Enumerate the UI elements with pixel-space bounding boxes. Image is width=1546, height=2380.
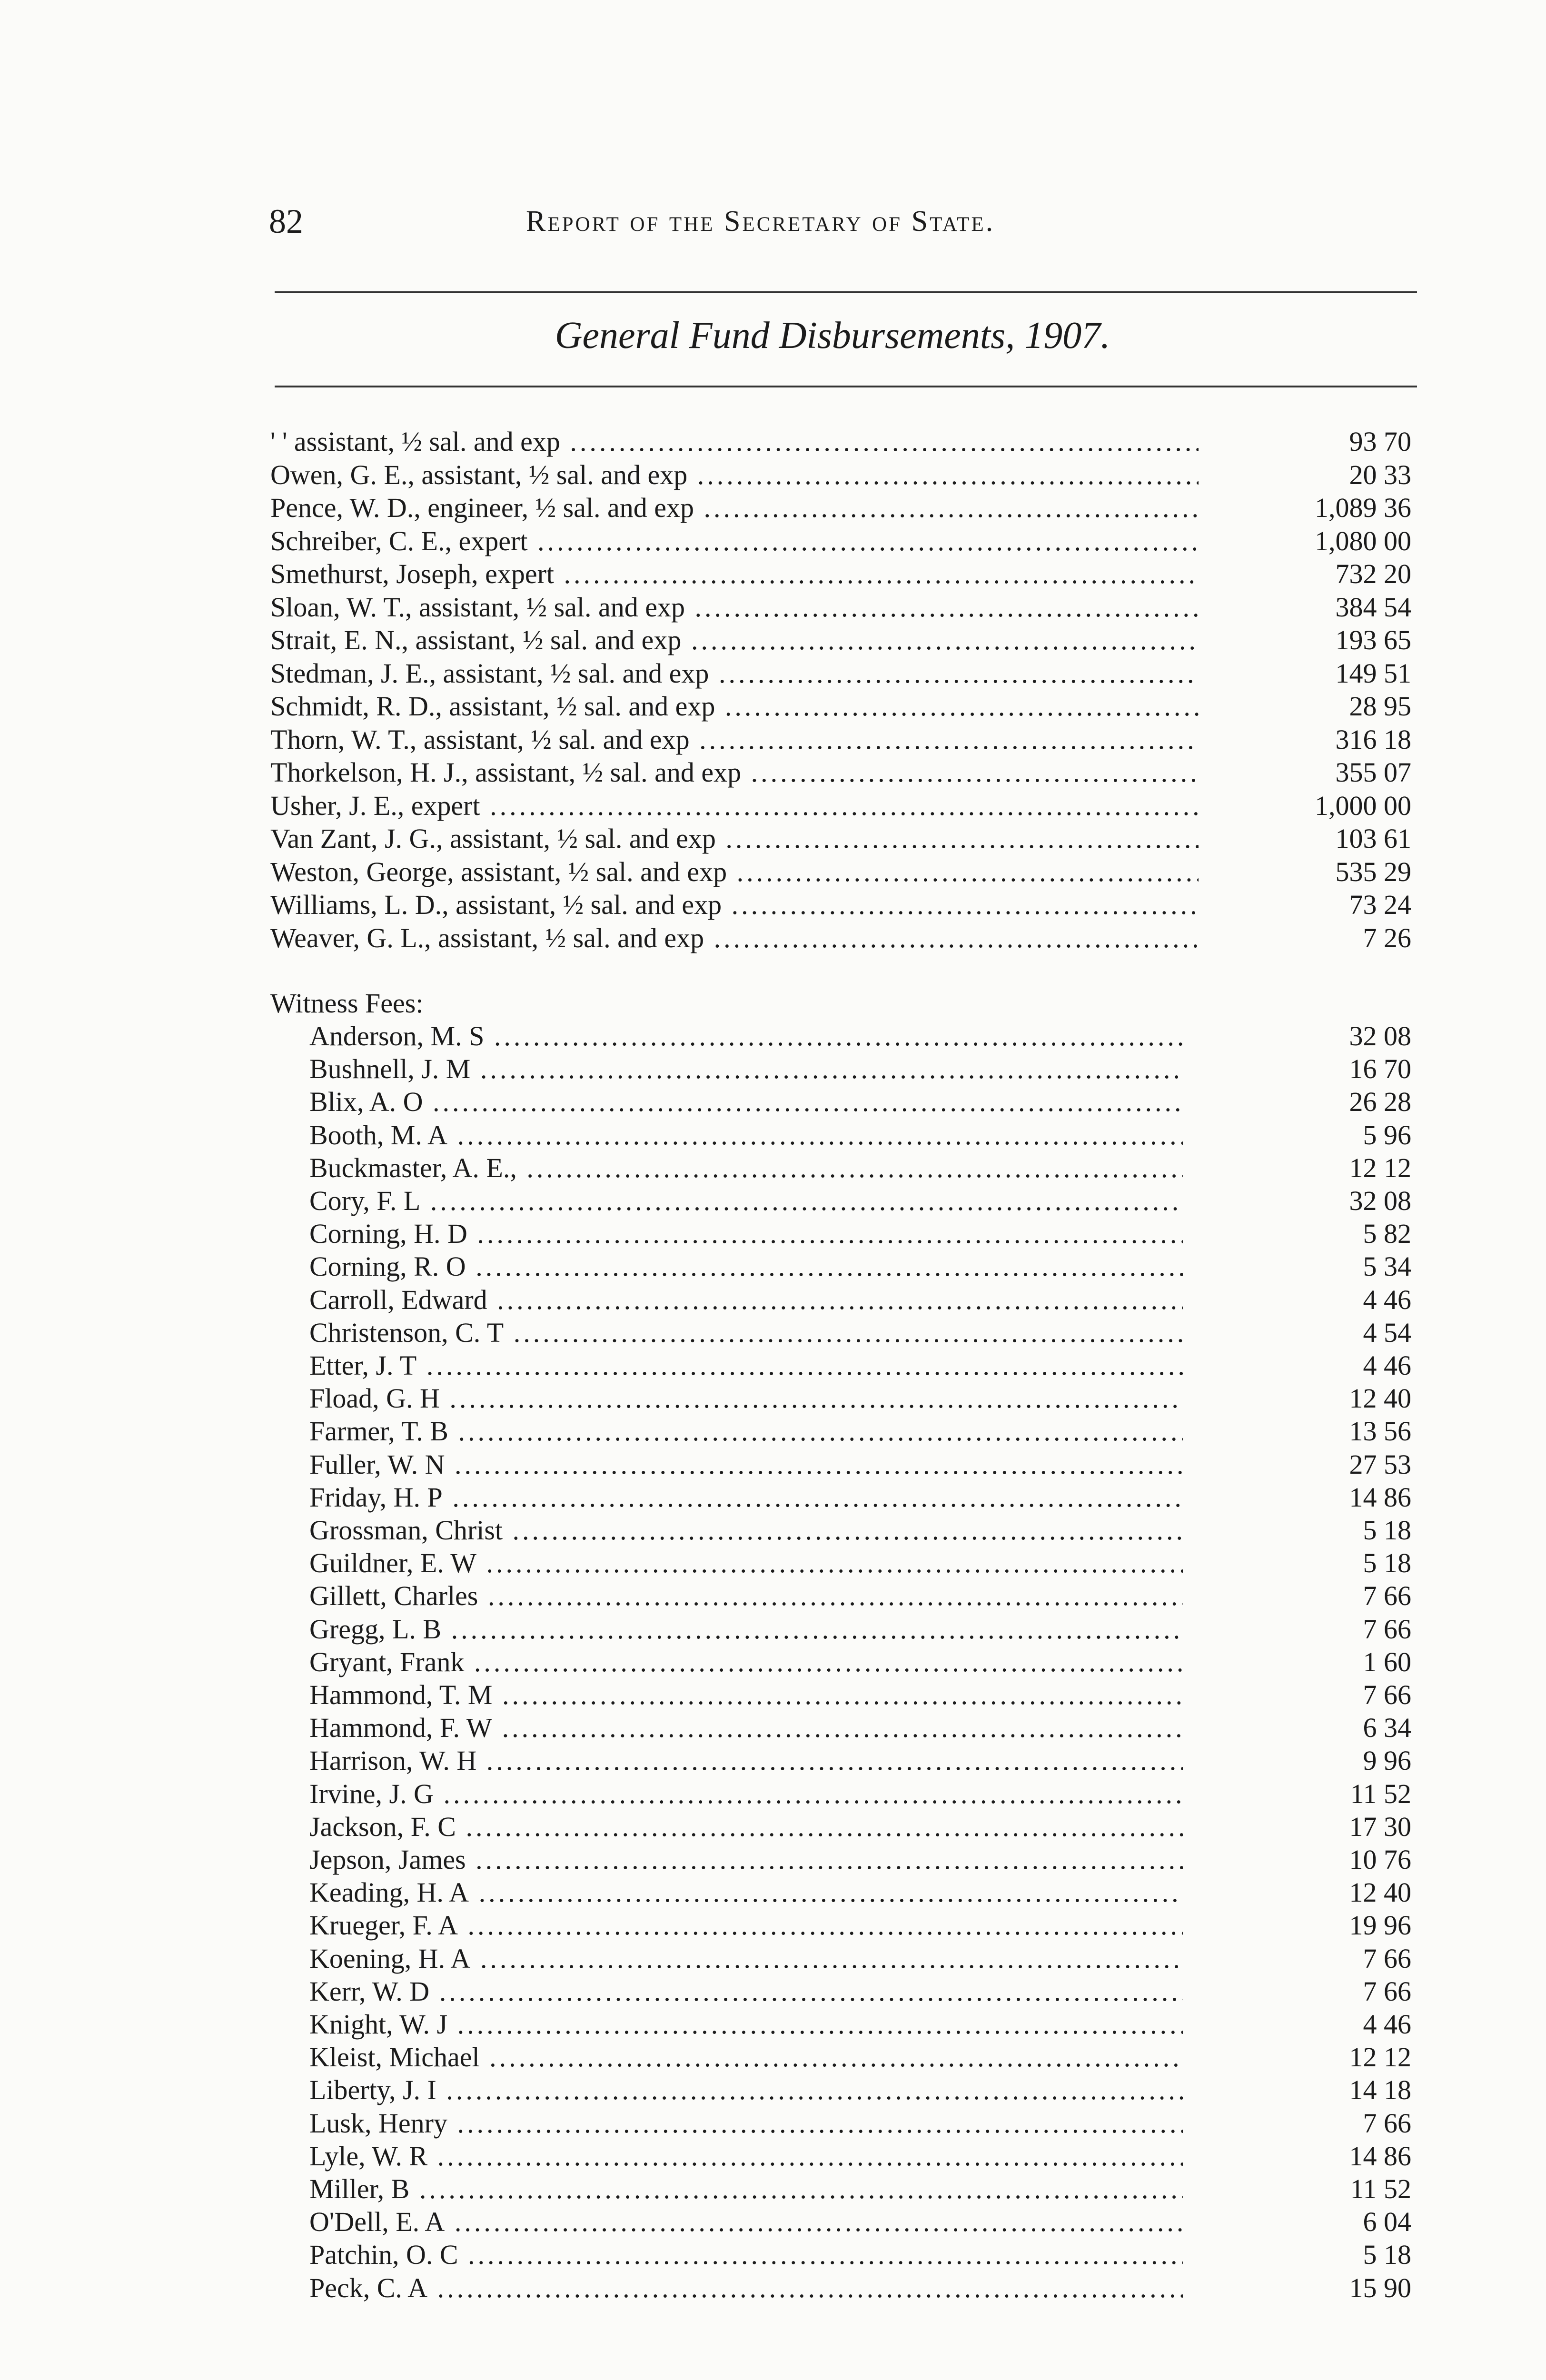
ledger-entry <box>309 2108 1411 2139</box>
entry-amount: 4 54 <box>1363 1317 1411 1348</box>
ledger-entry <box>270 790 1411 822</box>
entry-amount: 11 52 <box>1350 2173 1411 2204</box>
entry-amount: 12 12 <box>1349 2042 1411 2073</box>
ledger-entry <box>309 1811 1411 1843</box>
entry-amount: 5 18 <box>1363 2239 1411 2271</box>
entry-amount: 93 70 <box>1349 426 1411 457</box>
entry-name: Etter, J. T ..... <box>309 1350 1183 1381</box>
entry-amount: 1,080 00 <box>1315 525 1411 556</box>
ledger-entry <box>270 526 1411 557</box>
entry-name: Lyle, W. R ..... <box>309 2141 1183 2172</box>
ledger-entry <box>270 757 1411 788</box>
entry-amount: 7 66 <box>1363 1975 1411 2007</box>
ledger-entry <box>270 558 1411 590</box>
entry-amount: 14 86 <box>1349 1481 1411 1513</box>
ledger-entry <box>309 1317 1411 1349</box>
ledger-entry <box>309 1284 1411 1316</box>
entry-name: Usher, J. E., expert ..... <box>270 790 1199 822</box>
ledger-entry <box>270 889 1411 921</box>
ledger-entry <box>309 2206 1411 2238</box>
entry-amount: 149 51 <box>1335 657 1411 689</box>
entry-name: Schreiber, C. E., expert ..... <box>270 526 1199 557</box>
page-number: 82 <box>269 202 303 240</box>
entry-name: Peck, C. A ..... <box>309 2272 1183 2304</box>
entry-amount: 27 53 <box>1349 1448 1411 1480</box>
entry-name: ' ' assistant, ½ sal. and exp ..... <box>270 426 1199 457</box>
ledger-entry <box>270 658 1411 689</box>
entry-name: Anderson, M. S ..... <box>309 1021 1183 1052</box>
entry-amount: 32 08 <box>1349 1185 1411 1216</box>
ledger-entry <box>309 2009 1411 2040</box>
entry-amount: 26 28 <box>1349 1086 1411 1118</box>
entry-name: Corning, R. O ..... <box>309 1251 1183 1282</box>
entry-amount: 20 33 <box>1349 459 1411 490</box>
entry-name: Bushnell, J. M ..... <box>309 1053 1183 1085</box>
entry-name: Grossman, Christ ..... <box>309 1515 1183 1546</box>
entry-name: Owen, G. E., assistant, ½ sal. and exp ..... <box>270 459 1199 491</box>
entry-name: Stedman, J. E., assistant, ½ sal. and exp ..... <box>270 658 1199 689</box>
ledger-entry <box>309 2239 1411 2271</box>
entry-amount: 11 52 <box>1350 1778 1411 1809</box>
entry-amount: 6 04 <box>1363 2206 1411 2238</box>
ledger-entry <box>309 1120 1411 1151</box>
entry-name: Kleist, Michael ..... <box>309 2042 1183 2073</box>
entry-name: Krueger, F. A ..... <box>309 1910 1183 1941</box>
entry-amount: 14 86 <box>1349 2140 1411 2172</box>
entry-name: Weston, George, assistant, ½ sal. and exp ..... <box>270 856 1199 888</box>
entry-name: Farmer, T. B ..... <box>309 1416 1183 1447</box>
entry-name: Fuller, W. N ..... <box>309 1449 1183 1480</box>
entry-name: Buckmaster, A. E., ..... <box>309 1152 1183 1184</box>
section-title: General Fund Disbursements, 1907. <box>555 315 1110 357</box>
entry-name: Van Zant, J. G., assistant, ½ sal. and exp ..... <box>270 823 1199 854</box>
entry-name: Schmidt, R. D., assistant, ½ sal. and exp ..... <box>270 691 1199 722</box>
entry-name: Pence, W. D., engineer, ½ sal. and exp ..... <box>270 492 1199 524</box>
entry-name: Christenson, C. T ..... <box>309 1317 1183 1349</box>
ledger-entry <box>270 823 1411 854</box>
ledger-entry <box>309 1086 1411 1118</box>
ledger-entry <box>309 1646 1411 1678</box>
entry-amount: 7 66 <box>1363 1580 1411 1612</box>
ledger-entry <box>309 1152 1411 1184</box>
entry-name: Booth, M. A ..... <box>309 1120 1183 1151</box>
ledger-entry <box>309 1350 1411 1381</box>
entry-amount: 7 66 <box>1363 1943 1411 1974</box>
entry-name: Lusk, Henry ..... <box>309 2108 1183 2139</box>
entry-name: Hammond, F. W ..... <box>309 1712 1183 1744</box>
ledger-entry <box>309 2173 1411 2205</box>
entry-amount: 1,000 00 <box>1315 790 1411 821</box>
entry-amount: 19 96 <box>1349 1910 1411 1941</box>
entry-amount: 7 66 <box>1363 1679 1411 1710</box>
entry-amount: 5 18 <box>1363 1547 1411 1579</box>
running-title: Report of the Secretary of State. <box>526 205 995 238</box>
entry-amount: 103 61 <box>1335 823 1411 854</box>
ledger-entry <box>270 724 1411 755</box>
ledger-entry <box>309 1449 1411 1480</box>
entry-amount: 7 66 <box>1363 2107 1411 2139</box>
entry-name: Friday, H. P ..... <box>309 1482 1183 1513</box>
entry-amount: 5 34 <box>1363 1251 1411 1282</box>
entry-amount: 5 82 <box>1363 1218 1411 1250</box>
entry-name: Thorkelson, H. J., assistant, ½ sal. and exp ..... <box>270 757 1199 788</box>
entry-name: Blix, A. O ..... <box>309 1086 1183 1118</box>
entry-amount: 193 65 <box>1335 625 1411 655</box>
top-rule <box>275 291 1417 293</box>
entry-name: Smethurst, Joseph, expert ..... <box>270 558 1199 590</box>
ledger-entry <box>309 1614 1411 1645</box>
ledger-entry <box>309 1383 1411 1414</box>
ledger-entry <box>309 1712 1411 1744</box>
entry-amount: 10 76 <box>1349 1844 1411 1875</box>
ledger-entry <box>309 1778 1411 1810</box>
entry-amount: 12 40 <box>1349 1383 1411 1414</box>
ledger-entry <box>309 2074 1411 2106</box>
ledger-entry <box>270 459 1411 491</box>
entry-amount: 4 46 <box>1363 1350 1411 1381</box>
entry-amount: 4 46 <box>1363 1284 1411 1315</box>
entry-amount: 316 18 <box>1335 724 1411 755</box>
entry-amount: 73 24 <box>1349 889 1411 920</box>
ledger-entry <box>309 1185 1411 1217</box>
entry-name: Kerr, W. D ..... <box>309 1976 1183 2007</box>
entry-name: Gregg, L. B ..... <box>309 1614 1183 1645</box>
ledger-entry <box>270 625 1411 656</box>
page-header <box>269 202 1416 245</box>
ledger-entry <box>309 1416 1411 1447</box>
entry-amount: 15 90 <box>1349 2272 1411 2303</box>
ledger-entry <box>270 856 1411 888</box>
entry-name: Gillett, Charles ..... <box>309 1580 1183 1612</box>
entry-amount: 1,089 36 <box>1315 492 1411 523</box>
entry-amount: 32 08 <box>1349 1021 1411 1051</box>
entry-amount: 355 07 <box>1335 757 1411 788</box>
entry-amount: 28 95 <box>1349 691 1411 722</box>
entry-amount: 732 20 <box>1335 558 1411 589</box>
entry-name: Cory, F. L ..... <box>309 1185 1183 1217</box>
entry-amount: 14 18 <box>1349 2074 1411 2106</box>
entry-amount: 6 34 <box>1363 1712 1411 1744</box>
entry-amount: 16 70 <box>1349 1053 1411 1085</box>
ledger-entry <box>309 1910 1411 1941</box>
ledger-entry <box>309 1679 1411 1711</box>
witness-fees-heading: Witness Fees: <box>270 988 424 1019</box>
entry-name: Irvine, J. G ..... <box>309 1778 1183 1810</box>
entry-amount: 12 40 <box>1349 1877 1411 1908</box>
entry-amount: 1 60 <box>1363 1646 1411 1677</box>
entry-amount: 5 96 <box>1363 1119 1411 1150</box>
entry-name: O'Dell, E. A ..... <box>309 2206 1183 2238</box>
ledger-entry <box>309 1976 1411 2007</box>
entry-amount: 4 46 <box>1363 2009 1411 2040</box>
bottom-rule <box>275 386 1417 387</box>
entry-amount: 17 30 <box>1349 1811 1411 1842</box>
ledger-entry <box>309 1515 1411 1546</box>
entry-name: Patchin, O. C ..... <box>309 2239 1183 2271</box>
entry-amount: 12 12 <box>1349 1152 1411 1183</box>
entry-name: Strait, E. N., assistant, ½ sal. and exp ..... <box>270 625 1199 656</box>
entry-name: Williams, L. D., assistant, ½ sal. and exp ..... <box>270 889 1199 921</box>
ledger-entry <box>309 2272 1411 2304</box>
ledger-entry <box>309 1021 1411 1052</box>
entry-amount: 384 54 <box>1335 591 1411 623</box>
entry-name: Corning, H. D ..... <box>309 1218 1183 1250</box>
entry-name: Hammond, T. M ..... <box>309 1679 1183 1711</box>
entry-name: Koening, H. A ..... <box>309 1943 1183 1974</box>
ledger-entry <box>270 691 1411 722</box>
entry-name: Jepson, James ..... <box>309 1844 1183 1875</box>
entry-amount: 7 66 <box>1363 1613 1411 1645</box>
entry-amount: 7 26 <box>1363 922 1411 953</box>
entry-name: Gryant, Frank ..... <box>309 1646 1183 1678</box>
entry-name: Thorn, W. T., assistant, ½ sal. and exp ..... <box>270 724 1199 755</box>
ledger-entry <box>270 492 1411 524</box>
entry-amount: 5 18 <box>1363 1515 1411 1546</box>
entry-name: Sloan, W. T., assistant, ½ sal. and exp ..... <box>270 592 1199 623</box>
ledger-entry <box>309 1745 1411 1776</box>
entry-amount: 535 29 <box>1335 856 1411 887</box>
ledger-entry <box>309 1053 1411 1085</box>
entry-name: Knight, W. J ..... <box>309 2009 1183 2040</box>
ledger-entry <box>270 922 1411 954</box>
ledger-entry <box>309 1943 1411 1974</box>
entry-name: Jackson, F. C ..... <box>309 1811 1183 1843</box>
entry-amount: 9 96 <box>1363 1745 1411 1776</box>
ledger-entry <box>309 1251 1411 1282</box>
ledger-entry <box>309 1218 1411 1250</box>
entry-name: Fload, G. H ..... <box>309 1383 1183 1414</box>
ledger-entry <box>309 1547 1411 1579</box>
ledger-entry <box>270 426 1411 457</box>
entry-name: Weaver, G. L., assistant, ½ sal. and exp ..... <box>270 922 1199 954</box>
entry-name: Carroll, Edward ..... <box>309 1284 1183 1316</box>
ledger-entry <box>309 1580 1411 1612</box>
entry-name: Keading, H. A ..... <box>309 1877 1183 1908</box>
ledger-entry <box>309 2141 1411 2172</box>
ledger-entry <box>309 1844 1411 1875</box>
entry-name: Miller, B ..... <box>309 2173 1183 2205</box>
entry-name: Guildner, E. W ..... <box>309 1547 1183 1579</box>
ledger-entry <box>309 1877 1411 1908</box>
entry-amount: 13 56 <box>1349 1416 1411 1447</box>
ledger-entry <box>309 1482 1411 1513</box>
ledger-entry <box>309 2042 1411 2073</box>
entry-name: Harrison, W. H ..... <box>309 1745 1183 1776</box>
entry-name: Liberty, J. I ..... <box>309 2074 1183 2106</box>
ledger-entry <box>270 592 1411 623</box>
